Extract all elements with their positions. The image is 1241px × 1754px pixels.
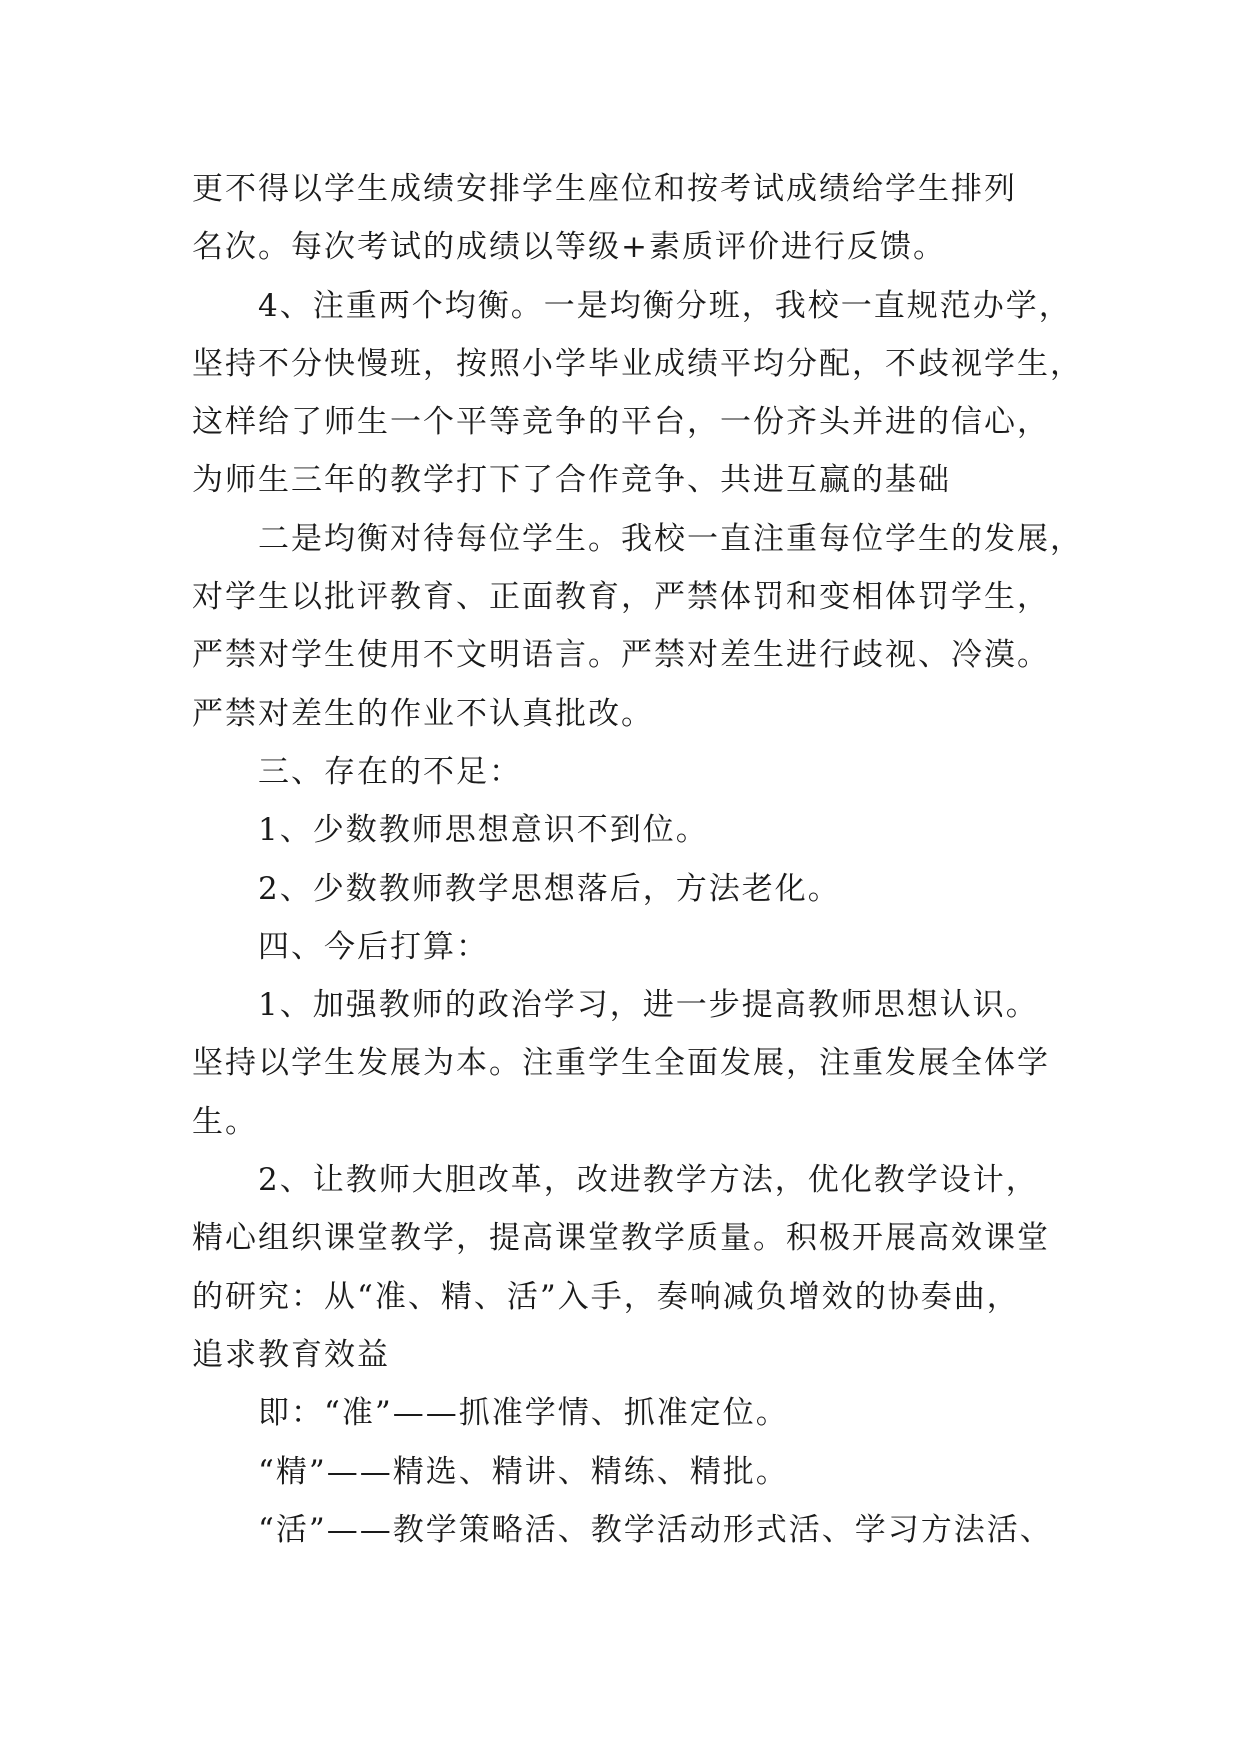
text-line: 坚持以学生发展为本。注重学生全面发展，注重发展全体学 — [192, 1045, 1050, 1082]
text-line: 二是均衡对待每位学生。我校一直注重每位学生的发展， — [258, 520, 1083, 557]
list-item: 2、让教师大胆改革，改进教学方法，优化教学设计， — [258, 1162, 1039, 1199]
text-line: 坚持不分快慢班，按照小学毕业成绩平均分配，不歧视学生， — [192, 345, 1083, 382]
document-body — [192, 160, 1083, 1559]
list-item: 1、加强教师的政治学习，进一步提高教师思想认识。 — [258, 987, 1039, 1024]
text-line: 精心组织课堂教学，提高课堂教学质量。积极开展高效课堂 — [192, 1220, 1050, 1257]
text-line: 这样给了师生一个平等竞争的平台，一份齐头并进的信心， — [192, 404, 1050, 441]
text-line: 4、注重两个均衡。一是均衡分班，我校一直规范办学， — [258, 287, 1072, 324]
list-item: 2、少数教师教学思想落后，方法老化。 — [258, 870, 841, 907]
text-line: 更不得以学生成绩安排学生座位和按考试成绩给学生排列 — [192, 171, 1017, 207]
text-line: 名次。每次考试的成绩以等级+素质评价进行反馈。 — [192, 229, 946, 266]
text-line: 即：“准”——抓准学情、抓准定位。 — [258, 1395, 789, 1432]
text-line: 对学生以批评教育、正面教育，严禁体罚和变相体罚学生， — [192, 579, 1050, 616]
text-line: 的研究：从“准、精、活”入手，奏响减负增效的协奏曲， — [192, 1278, 1020, 1315]
text-line: “活”——教学策略活、教学活动形式活、学习方法活、 — [258, 1511, 1053, 1548]
section-heading: 三、存在的不足： — [258, 753, 522, 790]
section-heading: 四、今后打算： — [258, 928, 489, 965]
text-line: 严禁对学生使用不文明语言。严禁对差生进行歧视、冷漠。 — [192, 637, 1050, 674]
text-line: 严禁对差生的作业不认真批改。 — [192, 695, 654, 732]
text-line: 追求教育效益 — [192, 1336, 390, 1373]
text-line: 生。 — [192, 1103, 258, 1140]
text-line: 为师生三年的教学打下了合作竞争、共进互赢的基础 — [192, 462, 951, 499]
text-line: “精”——精选、精讲、精练、精批。 — [258, 1453, 789, 1490]
list-item: 1、少数教师思想意识不到位。 — [258, 812, 709, 849]
